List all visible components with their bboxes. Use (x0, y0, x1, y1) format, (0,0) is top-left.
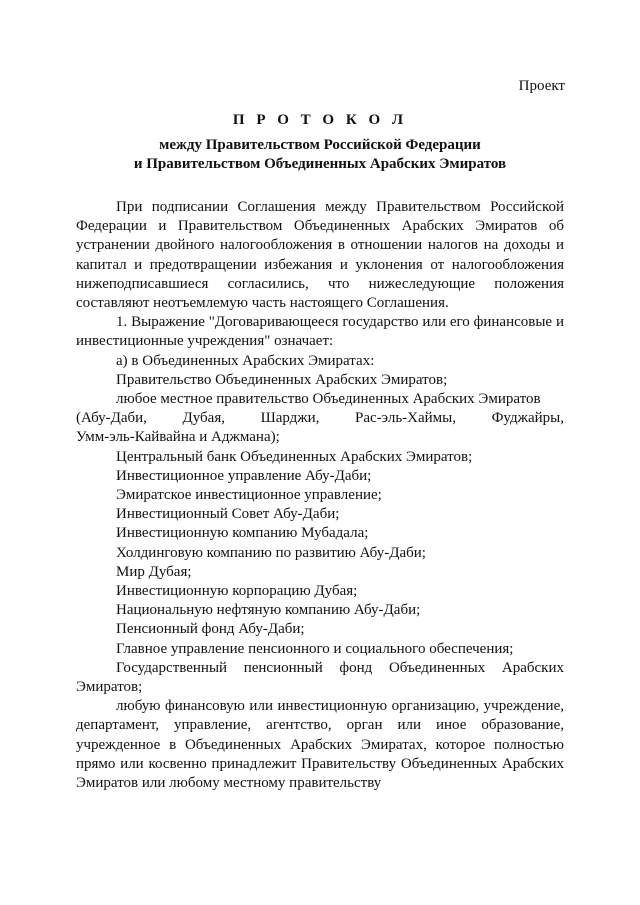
cities-line (76, 409, 564, 428)
city-item: Фуджайры, (491, 410, 564, 427)
subtitle-line-2: и Правительством Объединенных Арабских Эмиратов (133, 156, 507, 172)
city-item: Рас-эль-Хаймы, (355, 410, 456, 427)
document-body (76, 198, 564, 793)
list-item: Национальную нефтяную компанию Абу-Даби; (116, 602, 421, 619)
list-item: Инвестиционное управление Абу-Даби; (116, 467, 372, 484)
list-item: Мир Дубая; (116, 563, 192, 580)
list-item: Пенсионный фонд Абу-Даби; (116, 621, 305, 638)
city-item: Шарджи, (260, 410, 320, 427)
item-a-paragraph: а) в Объединенных Арабских Эмиратах: (116, 352, 375, 369)
state-pension-paragraph: Государственный пенсионный фонд Объединенных Арабских Эмиратов; (76, 659, 564, 696)
gov-uae-paragraph: Правительство Объединенных Арабских Эмиратов; (116, 371, 448, 388)
any-org-paragraph: любую финансовую или инвестиционную организацию, учреждение, департамент, управление, агентство, орган или иное образование, учрежденное в Объединенных Арабских Эмиратах, которое полностью прямо или косвенно принадлежит Правительству Объединенных Арабских Эмиратов или любому местному правительству (76, 698, 564, 792)
document-title: П Р О Т О К О Л (232, 112, 408, 128)
document-subtitle (0, 136, 640, 174)
list-item: Эмиратское инвестиционное управление; (116, 487, 382, 504)
list-item: Инвестиционный Совет Абу-Даби; (116, 506, 340, 523)
list-item: Главное управление пенсионного и социального обеспечения; (116, 640, 514, 657)
city-item: (Абу-Даби, (76, 410, 147, 427)
draft-label: Проект (518, 78, 565, 94)
list-item: Инвестиционную компанию Мубадала; (116, 525, 369, 542)
list-item: Инвестиционную корпорацию Дубая; (116, 583, 358, 600)
local-gov-paragraph: любое местное правительство Объединенных Арабских Эмиратов (116, 391, 541, 408)
list-item: Центральный банк Объединенных Арабских Эмиратов; (116, 448, 473, 465)
intro-paragraph: При подписании Соглашения между Правительством Российской Федерации и Правительством Объединенных Арабских Эмиратов об устранении двойного налогообложения в отношении налогов на доходы и капитал и предотвращении избежания и уклонения от налогообложения нижеподписавшиеся согласились, что нижеследующие положения составляют неотъемлемую часть настоящего Соглашения. (76, 199, 564, 312)
cities-continuation: Умм-эль-Кайвайна и Аджмана); (76, 429, 280, 446)
subtitle-line-1: между Правительством Российской Федерации (159, 137, 481, 153)
city-item: Дубая, (182, 410, 225, 427)
item-1-paragraph: 1. Выражение "Договаривающееся государство или его финансовые и инвестиционные учреждения" означает: (76, 314, 564, 350)
list-item: Холдинговую компанию по развитию Абу-Даби; (116, 544, 426, 561)
